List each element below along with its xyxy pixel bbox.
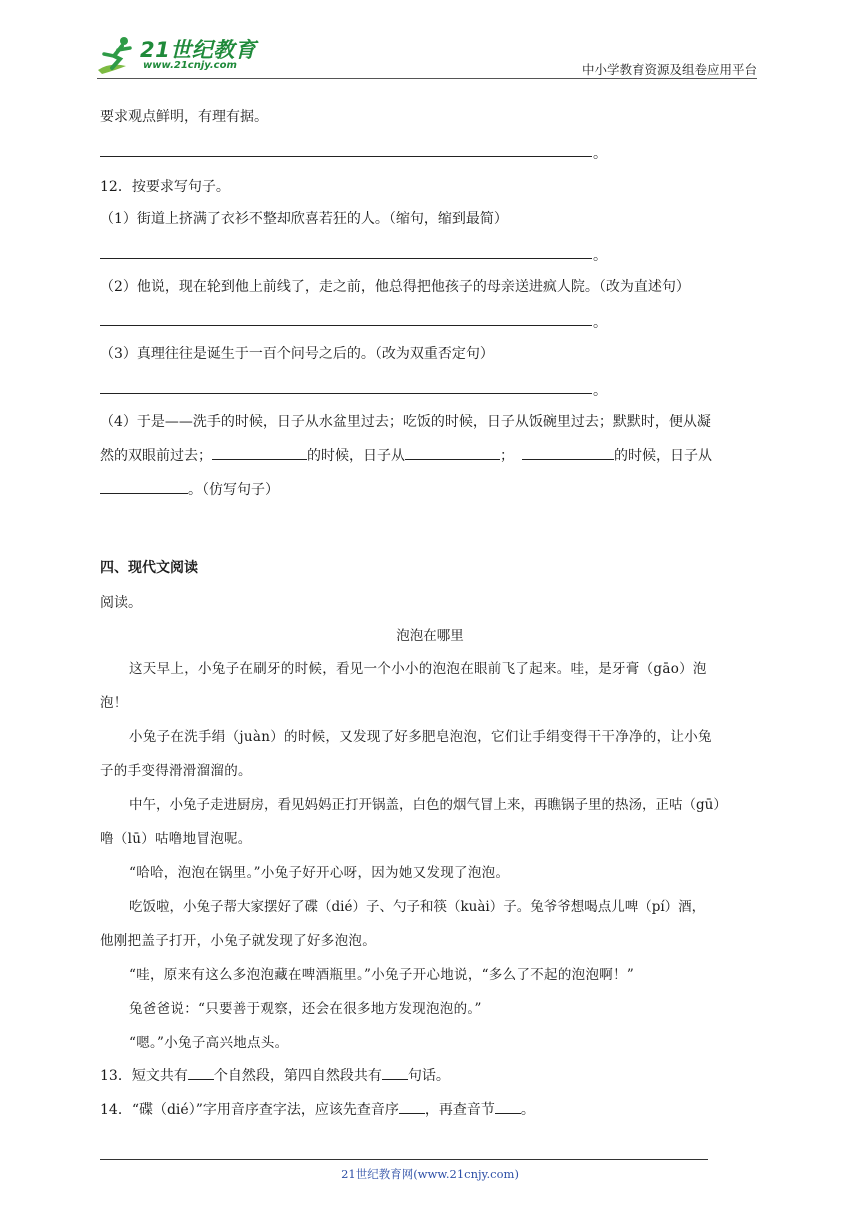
passage-p7: 兔爸爸说：“只要善于观察，还会在很多地方发现泡泡的。”	[129, 1001, 482, 1017]
blank-field[interactable]	[382, 1065, 408, 1080]
answer-line-q12-1[interactable]	[100, 258, 592, 259]
blank-field[interactable]	[188, 1065, 214, 1080]
passage-p6: “哇，原来有这么多泡泡藏在啤酒瓶里。”小兔子开心地说，“多么了不起的泡泡啊！”	[129, 967, 635, 983]
passage-p1-line2: 泡！	[100, 695, 128, 711]
q12-s1: （1）街道上挤满了衣衫不整却欣喜若狂的人。（缩句，缩到最简）	[100, 211, 508, 227]
period: 。	[593, 383, 607, 399]
blank-field[interactable]	[399, 1099, 425, 1114]
q12-s4-line3	[100, 479, 279, 499]
answer-line-q11[interactable]	[100, 156, 592, 157]
passage-p5-line2: 他刚把盖子打开，小兔子就发现了好多泡泡。	[100, 933, 376, 949]
text: ，再查音节	[424, 1102, 495, 1118]
period: 。	[593, 248, 607, 264]
passage-p3-line1: 中午，小兔子走进厨房，看见妈妈正打开锅盖，白色的烟气冒上来，再瞧锅子里的热汤，正咕（gū）	[129, 797, 727, 813]
passage-title: 泡泡在哪里	[396, 628, 464, 644]
period: 。	[593, 146, 607, 162]
passage-p4: “哈哈，泡泡在锅里。”小兔子好开心呀，因为她又发现了泡泡。	[129, 865, 510, 881]
runner-logo-icon	[96, 32, 140, 76]
q12-s2: （2）他说，现在轮到他上前线了，走之前，他总得把他孩子的母亲送进疯人院。（改为直述句）	[100, 279, 690, 295]
blank-field[interactable]	[100, 479, 188, 494]
text: 14．“碟（dié）”字用音序查字法，应该先查音序	[100, 1102, 399, 1118]
logo-text: 21世纪教育	[140, 38, 257, 62]
answer-line-q12-2[interactable]	[100, 325, 592, 326]
text: 个自然段，第四自然段共有	[213, 1068, 382, 1084]
text: ；	[500, 448, 514, 464]
passage-p1-line1: 这天早上，小兔子在刷牙的时候，看见一个小小的泡泡在眼前飞了起来。哇，是牙膏（gāo）泡	[129, 661, 707, 677]
q13	[100, 1065, 450, 1085]
footer-link[interactable]: 21世纪教育网(www.21cnjy.com)	[341, 1167, 519, 1181]
logo-url: www.21cnjy.com	[143, 60, 237, 71]
q11-requirement: 要求观点鲜明，有理有据。	[100, 109, 268, 125]
q12-s4-line1: （4）于是——洗手的时候，日子从水盆里过去；吃饭的时候，日子从饭碗里过去；默默时，便从凝	[100, 414, 711, 430]
blank-field[interactable]	[495, 1099, 521, 1114]
text: 的时候，日子从	[307, 448, 405, 464]
blank-field[interactable]	[212, 445, 307, 460]
q14	[100, 1099, 535, 1119]
section-title: 四、现代文阅读	[100, 560, 198, 576]
footer-divider	[100, 1159, 708, 1160]
reading-intro: 阅读。	[100, 595, 142, 611]
text: 然的双眼前过去；	[100, 448, 212, 464]
period: 。	[593, 315, 607, 331]
passage-p2-line1: 小兔子在洗手绢（juàn）的时候，又发现了好多肥皂泡泡，它们让手绢变得干干净净的，让小兔	[129, 729, 712, 745]
passage-p8: “嗯。”小兔子高兴地点头。	[129, 1035, 289, 1051]
q12-s4-line2	[100, 445, 712, 465]
blank-field[interactable]	[405, 445, 500, 460]
platform-name: 中小学教育资源及组卷应用平台	[581, 62, 757, 77]
site-logo	[96, 32, 266, 78]
passage-p2-line2: 子的手变得滑滑溜溜的。	[100, 763, 252, 779]
q12-title: 12．按要求写句子。	[100, 179, 230, 195]
text: 。	[520, 1102, 535, 1118]
text: 13．短文共有	[100, 1068, 188, 1084]
text: 的时候，日子从	[614, 448, 712, 464]
answer-line-q12-3[interactable]	[100, 393, 592, 394]
header-divider	[97, 78, 757, 79]
blank-field[interactable]	[522, 445, 614, 460]
passage-p5-line1: 吃饭啦，小兔子帮大家摆好了碟（dié）子、勺子和筷（kuài）子。兔爷爷想喝点儿啤（pí）酒，	[129, 899, 706, 915]
text: 。（仿写句子）	[188, 482, 279, 498]
text: 句话。	[407, 1068, 450, 1084]
passage-p3-line2: 噜（lū）咕噜地冒泡呢。	[100, 831, 252, 847]
q12-s3: （3）真理往往是诞生于一百个问号之后的。（改为双重否定句）	[100, 346, 494, 362]
